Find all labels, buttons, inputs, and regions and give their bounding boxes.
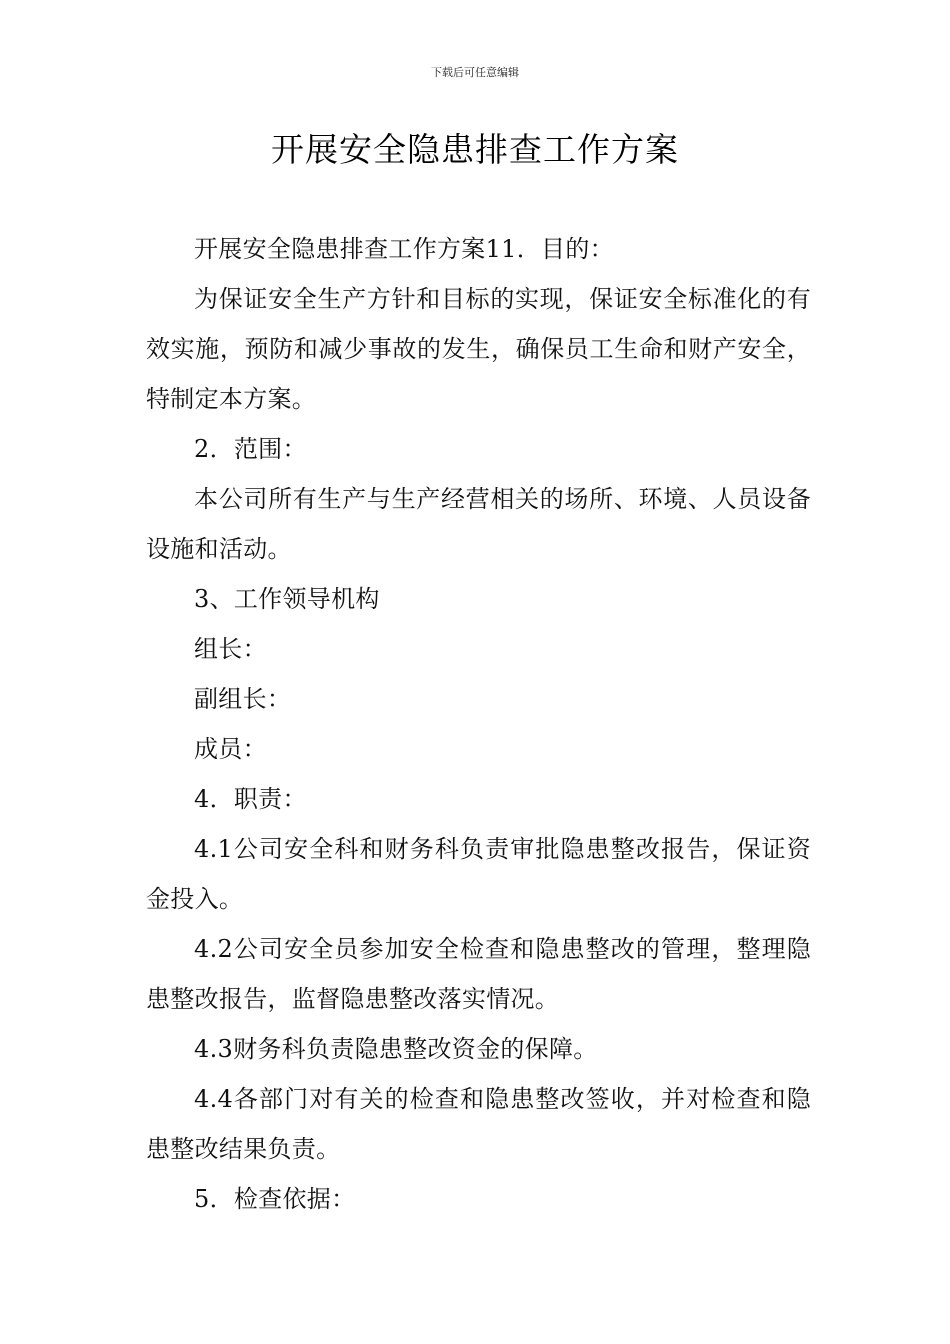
- paragraph-basis-heading: 5．检查依据：: [194, 1185, 356, 1213]
- paragraph-intro: 开展安全隐患排查工作方案11．目的：: [194, 235, 614, 263]
- document-body: [146, 224, 811, 1224]
- paragraph-duty-4-1: 4.1公司安全科和财务科负责审批隐患整改报告，保证资金投入。: [146, 835, 811, 913]
- header-note: 下载后可任意编辑: [431, 66, 519, 79]
- paragraph-members: 成员：: [194, 735, 267, 763]
- paragraph-duty-4-3: 4.3财务科负责隐患整改资金的保障。: [194, 1035, 598, 1063]
- paragraph-duties-heading: 4．职责：: [194, 785, 307, 813]
- paragraph-group-leader: 组长：: [194, 635, 267, 663]
- paragraph-scope: 本公司所有生产与生产经营相关的场所、环境、人员设备设施和活动。: [146, 485, 811, 563]
- document-title: 开展安全隐患排查工作方案: [271, 130, 679, 169]
- paragraph-duty-4-2: 4.2公司安全员参加安全检查和隐患整改的管理，整理隐患整改报告，监督隐患整改落实情况。: [146, 935, 811, 1013]
- paragraph-deputy-leader: 副组长：: [194, 685, 292, 713]
- paragraph-scope-heading: 2．范围：: [194, 435, 307, 463]
- paragraph-duty-4-4: 4.4各部门对有关的检查和隐患整改签收，并对检查和隐患整改结果负责。: [146, 1085, 811, 1163]
- paragraph-leadership-heading: 3、工作领导机构: [194, 585, 380, 613]
- paragraph-purpose: 为保证安全生产方针和目标的实现，保证安全标准化的有效实施，预防和减少事故的发生，确保员工生命和财产安全，特制定本方案。: [146, 285, 811, 413]
